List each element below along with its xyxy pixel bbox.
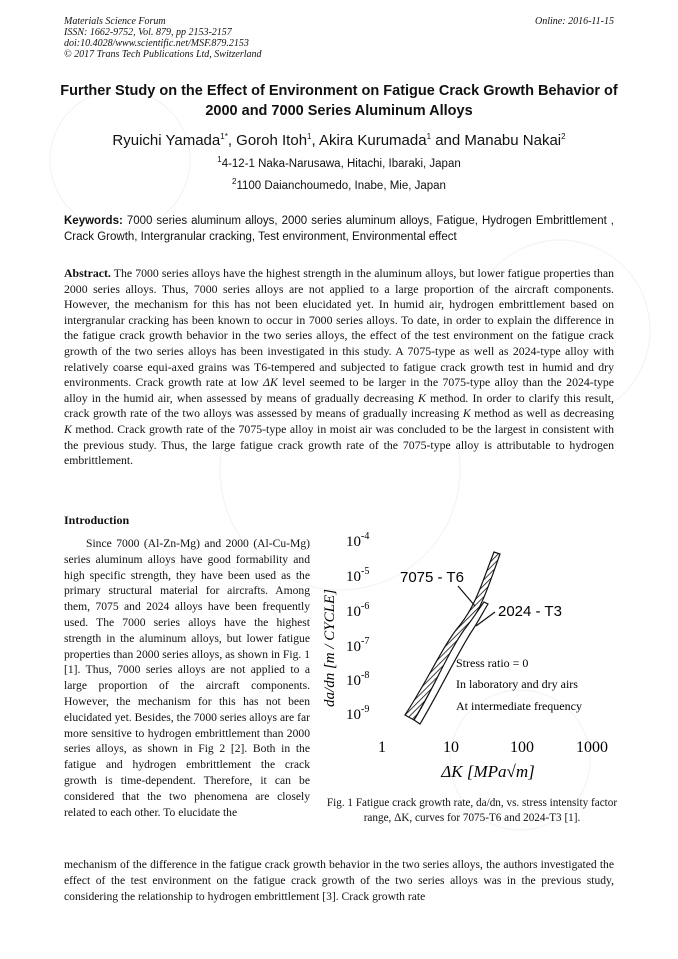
y-tick-exponent: -8 [361, 670, 370, 681]
figure-note: Stress ratio = 0 [456, 656, 529, 670]
author-affiliation-mark: 1 [307, 132, 312, 141]
y-tick-exponent: -6 [361, 601, 370, 612]
author-name: Manabu Nakai [464, 132, 562, 149]
figure-1-caption: Fig. 1 Fatigue crack growth rate, da/dn, vs. stress intensity factor range, ΔK, curves for 7075-T6 and 2024-T3 [1]. [326, 797, 618, 824]
author-name: Goroh Itoh [236, 132, 308, 149]
abstract-k: K [64, 421, 72, 436]
y-tick-label: $10^{-7}$ [346, 636, 370, 655]
figure-note: In laboratory and dry airs [456, 677, 578, 691]
abstract-block [64, 266, 614, 469]
author-list [40, 132, 638, 149]
keywords-label: Keywords: [64, 215, 123, 227]
abstract-text: method as well as decreasing [470, 406, 614, 421]
x-tick-label: 100 [510, 739, 534, 756]
author-name: Akira Kurumada [319, 132, 427, 149]
abstract-text: The 7000 series alloys have the highest strength in the aluminum alloys, but lower fatigue properties than 2000 series alloys. Thus, 7000 series alloys are not applied to a large proportion of the aircraft components. However, the mechanism for this has not been elucidated yet. In humid air, hydrogen embrittlement based on intergranular cracking has been known to occur in 7000 series alloys. To date, in order to explain the difference in the fatigue crack growth behavior in the two series alloys, the effect of the test environment on the fatigue crack growth of the two series alloys has been investigated in this study. A 7075-type as well as 2024-type alloy with relatively coarse equi-axed grains was T6-tempered and subjected to fatigue crack growth test in humid and dry environments. Crack growth rate at low [64, 266, 614, 390]
abstract-k: K [418, 390, 426, 405]
doi-line: doi:10.4028/www.scientific.net/MSF.879.2153 [64, 38, 249, 49]
abstract-k: K [462, 406, 471, 421]
paper-title: Further Study on the Effect of Environment on Fatigue Crack Growth Behavior of 2000 and 7000 Series Aluminum Alloys [60, 83, 618, 119]
keywords-text: 7000 series aluminum alloys, 2000 series aluminum alloys, Fatigue, Hydrogen Embrittlement , Crack Growth, Intergranular cracking, Test environment, Environmental effect [64, 215, 615, 243]
affiliation-2 [40, 177, 638, 192]
online-date: Online: 2016-11-15 [535, 16, 614, 27]
x-tick-label: 1000 [576, 739, 608, 756]
y-tick-label: $10^{-9}$ [346, 704, 370, 723]
figure-note: At intermediate frequency [456, 699, 582, 713]
abstract-delta-k: ΔK [263, 375, 278, 390]
author-affiliation-mark: 1* [220, 132, 228, 141]
y-tick-label: $10^{-5}$ [346, 566, 370, 585]
abstract-label: Abstract. [64, 266, 111, 280]
y-tick-exponent: -5 [361, 566, 370, 577]
x-axis-label: ΔK [MPa√m] [441, 762, 535, 781]
author-separator: , [311, 132, 320, 149]
y-tick-label: $10^{-8}$ [346, 670, 370, 689]
introduction-heading: Introduction [64, 513, 130, 527]
introduction-paragraph: Since 7000 (Al-Zn-Mg) and 2000 (Al-Cu-Mg) series aluminum alloys have good formability and high specific strength, they have been used as the primary structural material for aircrafts. Among them, 7075 and 2024 alloys have been frequently used. The 7000 series alloys have the highest strength in the aluminum alloys, but lower fatigue properties than 2000 series alloys, as shown in Fig. 1 [1]. Thus, 7000 series alloys are not applied to a large proportion of the aircraft components. However, the mechanism for this has not been elucidated yet. Besides, the 7000 series alloys are far more sensitive to hydrogen embrittlement than 2000 series alloys, as shown in Fig 2 [2]. Both in the fatigue and hydrogen embrittlement the crack growth is time-dependent. Therefore, it can be considered that the two phenomena are closely related to each other. To elucidate the [64, 537, 310, 819]
issn-line: ISSN: 1662-9752, Vol. 879, pp 2153-2157 [64, 27, 232, 38]
affiliation-1 [40, 155, 638, 170]
keywords-block [64, 213, 614, 245]
abstract-text: method. In order to clarify this result, crack growth rate of the two alloys was assessed by means of gradually increasing [64, 390, 615, 421]
y-tick-label: $10^{-6}$ [346, 601, 370, 620]
introduction-continuation: mechanism of the difference in the fatigue crack growth behavior in the two series alloys, the authors investigated the effect of the test environment on the fatigue crack growth of the two series alloys was in the previous study, considering the relationship to hydrogen embrittlement [3]. Crack growth rate [64, 858, 614, 903]
figure-1-plot [318, 530, 618, 792]
copyright-line: © 2017 Trans Tech Publications Ltd, Switzerland [64, 49, 262, 60]
leader-7075-t6 [458, 586, 475, 606]
y-tick-label: $10^{-4}$ [346, 531, 370, 550]
y-tick-exponent: -4 [361, 531, 370, 542]
x-tick-label: 10 [443, 739, 459, 756]
y-tick-exponent: -7 [361, 636, 370, 647]
author-separator: , [227, 132, 237, 149]
journal-name: Materials Science Forum [64, 16, 166, 27]
affiliation-mark: 1 [217, 155, 222, 165]
affiliation-text: 4-12-1 Naka-Narusawa, Hitachi, Ibaraki, Japan [221, 158, 461, 170]
abstract-text: level seemed to be larger in the 7075-type alloy than the 2024-type alloy in the humid air, when assessed by means of gradually decreasing [64, 375, 615, 405]
introduction-column-text [64, 536, 310, 820]
author-name: Ryuichi Yamada [112, 132, 221, 149]
author-affiliation-mark: 2 [561, 132, 566, 141]
abstract-text: method. Crack growth rate of the 7075-type alloy in moist air was concluded to be the largest in consistent with the previous study. Thus, the large fatigue crack growth rate of the 7075-type alloy is attributable to hydrogen embrittlement. [64, 421, 614, 468]
label-2024-t3: 2024 - T3 [498, 603, 562, 620]
author-affiliation-mark: 1 [426, 132, 432, 141]
y-axis-label: da/dn [m / CYCLE] [322, 589, 338, 707]
author-separator: and [431, 132, 465, 149]
y-tick-exponent: -9 [361, 704, 370, 715]
label-7075-t6: 7075 - T6 [400, 569, 464, 586]
journal-info [64, 16, 262, 60]
affiliation-mark: 2 [232, 177, 237, 187]
affiliation-text: 1100 Daianchoumedo, Inabe, Mie, Japan [236, 180, 446, 192]
x-tick-label: 1 [378, 739, 386, 756]
